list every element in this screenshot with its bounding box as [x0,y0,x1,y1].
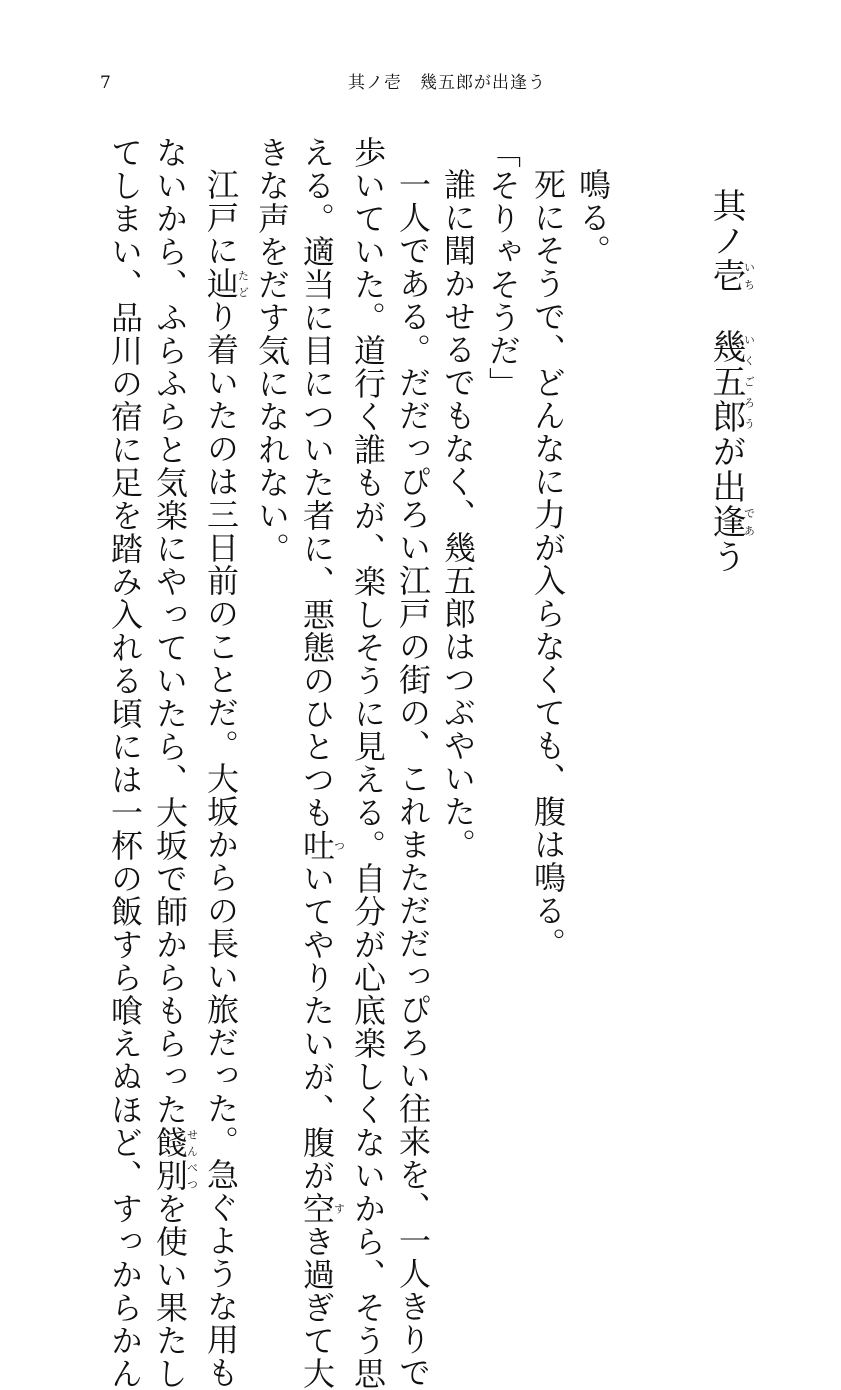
text-line-11: てしまい、品川の宿に足を踏み入れる頃には一杯の飯すら喰えぬほど、すっからかん [106,136,144,1390]
text-line-3: 「そりゃそうだ」 [484,136,522,400]
ruby-ikugorou: 幾五郎いくごろう [706,329,756,434]
chapter-title-prefix: 其ノ [706,188,746,258]
ruby-dea: 逢であ [706,504,756,539]
ruby-tado: 辿たど [202,267,250,300]
ruby-senbetsu: 餞別せんべつ [151,1126,199,1192]
text-line-9: 江戸に辿たどり着いたのは三日前のことだ。大坂からの長い旅だった。急ぐような用も [202,168,250,1389]
text-line-1: 鳴る。 [574,168,612,267]
running-head: 其ノ壱 幾五郎が出逢う [348,73,546,93]
ruby-ichi: 壱いち [706,258,756,293]
text-line-8: きな声をだす気になれない。 [253,136,291,565]
text-line-4: 誰に聞かせるでもなく、幾五郎はつぶやいた。 [439,168,477,861]
text-line-6: 歩いていた。道行く誰もが、楽しそうに見える。自分が心底楽しくないから、そう思 [349,136,387,1390]
page-number: 7 [100,73,111,93]
vertical-body-text [102,136,756,1390]
text-line-5: 一人である。だだっぴろい江戸の街の、これまただだっぴろい往来を、一人きりで [394,168,432,1389]
ruby-su: 空す [298,1192,346,1225]
text-line-7: える。適当に目についた者に、悪態のひとつも吐ついてやりたいが、腹が空すき過ぎて大 [298,136,346,1390]
ruby-tsu: 吐つ [298,829,346,862]
chapter-title: 其ノ壱いち幾五郎いくごろうが出逢であう [706,188,756,574]
text-line-2: 死にそうで、どんなに力が入らなくても、腹は鳴る。 [529,168,567,960]
text-line-10: ないから、ふらふらと気楽にやっていたら、大坂で師からもらった餞別せんべつを使い果たし [151,136,199,1390]
page-header [0,68,841,98]
